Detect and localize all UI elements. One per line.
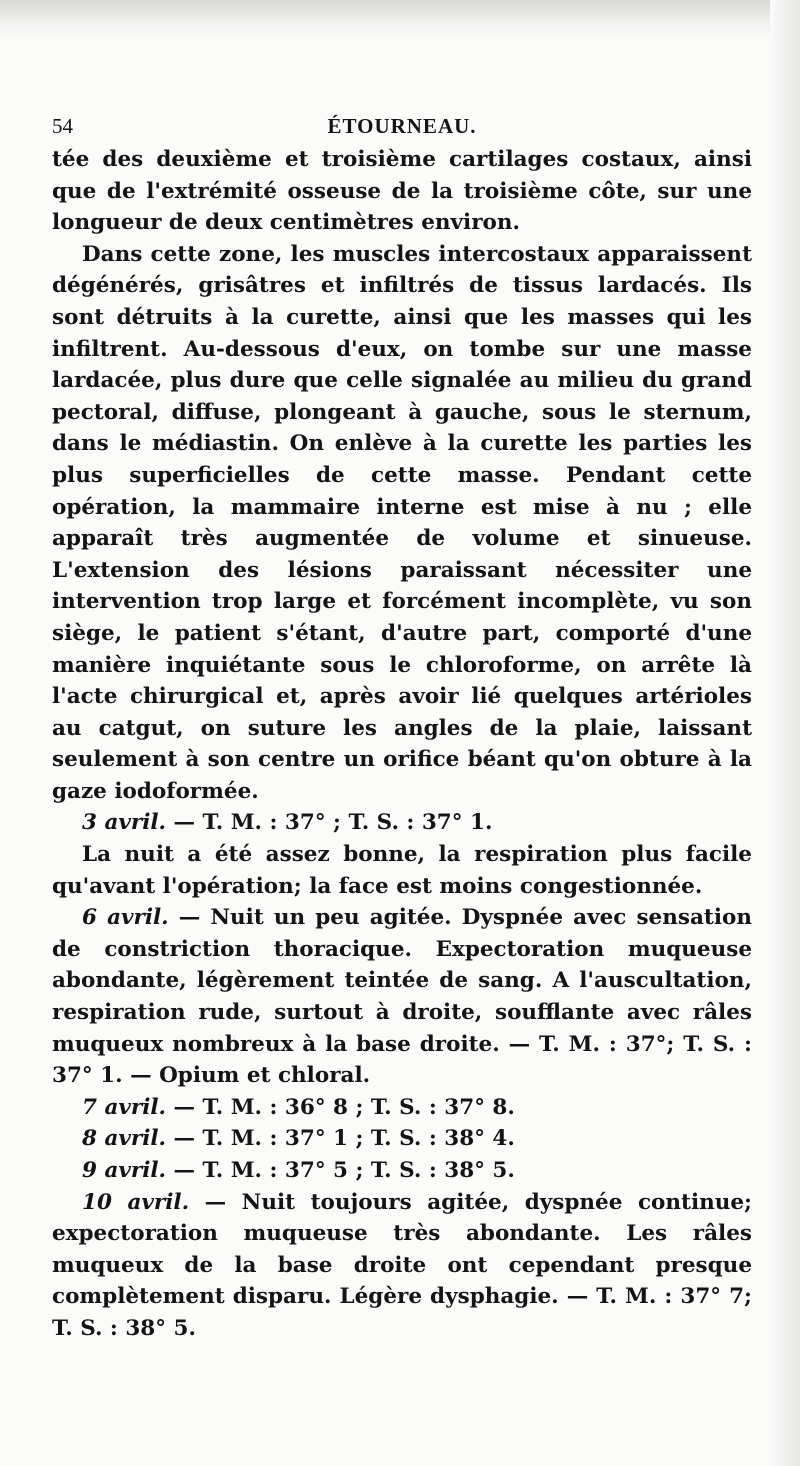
entry-date: 10 avril. [82,1189,190,1215]
page-body [52,144,752,1345]
entry-text: — T. M. : 37° 5 ; T. S. : 38° 5. [173,1158,515,1183]
entry-text: — Nuit toujours agitée, dyspnée continue; expectoration muqueuse très abondante. Les râles muqueux de la base droite ont cependant presque complètement disparu. Légère dysphagie. — T. M. : 37° 7; T. S. : 38° 5. [52,1189,752,1341]
scan-shadow-right [770,0,800,1466]
entry-text: — T. M. : 37° 1 ; T. S. : 38° 4. [173,1126,515,1152]
paragraph-operation: Dans cette zone, les muscles intercostaux apparaissent dégénérés, grisâtres et infiltrés de tissus lardacés. Ils sont détruits à la curette, ainsi que les masses qui les infiltrent. Au-dessous d'eux, on tombe sur une masse lardacée, plus dure que celle signalée au milieu du grand pectoral, diffuse, plongeant à gauche, sous le sternum, dans le médiastin. On enlève à la curette les parties les plus superficielles de cette masse. Pendant cette opération, la mammaire interne est mise à nu ; elle apparaît très augmentée de volume et sinueuse. L'extension des lésions paraissant nécessiter une intervention trop large et forcément incomplète, vu son siège, le patient s'étant, d'autre part, comporté d'une manière inquiétante sous le chloroforme, on arrête là l'acte chirurgical et, après avoir lié quelques artérioles au catgut, on suture les angles de la plaie, laissant seulement à son centre un orifice béant qu'on obture à la gaze iodoformée. [52,241,752,804]
entry-date: 6 avril. [82,905,169,931]
entry-9-avril [52,1155,752,1187]
scan-shadow-top [0,0,800,40]
entry-date: 3 avril. [82,810,167,836]
page-header [52,104,752,144]
book-page [52,104,752,1345]
running-title: ÉTOURNEAU. [327,114,477,138]
entry-date: 8 avril. [82,1126,167,1152]
entry-date: 7 avril. [82,1094,167,1120]
entry-6-avril [52,902,752,1092]
entry-text: — T. M. : 36° 8 ; T. S. : 37° 8. [173,1094,515,1120]
entry-date: 9 avril. [82,1158,167,1183]
entry-text: La nuit a été assez bonne, la respiration plus facile qu'avant l'opération; la face est moins congestionnée. [52,842,752,899]
entry-7-avril [52,1092,752,1124]
page-number: 54 [52,114,73,138]
entry-text: — Nuit un peu agitée. Dyspnée avec sensation de constriction thoracique. Expectoration muqueuse abondante, légèrement teintée de sang. A l'auscultation, respiration rude, surtout à droite, soufflante avec râles muqueux nombreux à la base droite. — T. M. : 37°; T. S. : 37° 1. — Opium et chloral. [52,905,752,1089]
entry-8-avril [52,1123,752,1155]
entry-10-avril [52,1187,752,1345]
entry-3-avril-note [52,839,752,902]
entry-3-avril [52,807,752,839]
paragraph-continued: tée des deuxième et troisième cartilages costaux, ainsi que de l'extrémité osseuse de la troisième côte, sur une longueur de deux centimètres environ. [52,147,752,236]
entry-text: — T. M. : 37° ; T. S. : 37° 1. [173,810,493,836]
